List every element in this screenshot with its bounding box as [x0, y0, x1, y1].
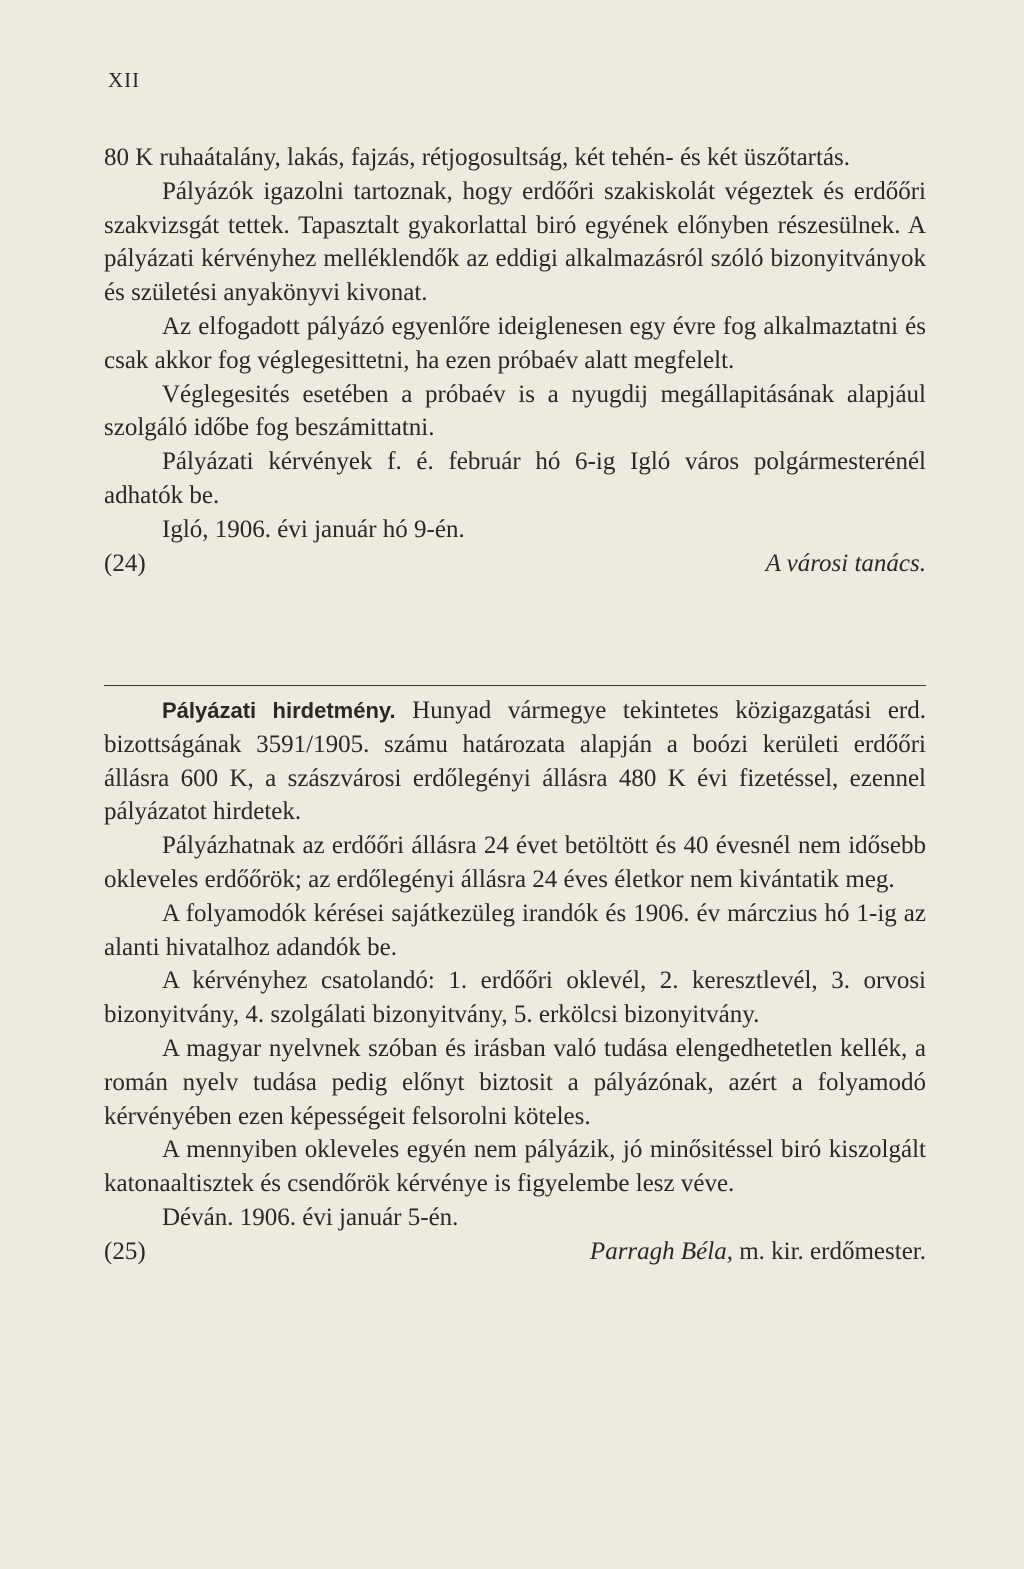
paragraph: A folyamodók kérései sajátkezüleg irandók és 1906. év márczius hó 1-ig az alanti hivatalhoz adandók be.	[104, 899, 926, 961]
announcement-25	[104, 694, 926, 1269]
signature: A városi tanács.	[765, 549, 926, 577]
paragraph: Pályázati kérvények f. é. február hó 6-ig Igló város polgármesterénél adhatók be.	[104, 448, 926, 509]
paragraph: Az elfogadott pályázó egyenlőre ideiglenesen egy évre fog alkalmaztatni és csak akkor fog véglegesittetni, ha ezen próbaév alatt megfelelt.	[104, 312, 926, 374]
paragraph: Pályázók igazolni tartoznak, hogy erdőőri szakiskolát végeztek és erdőőri szakvizsgát tettek. Tapasztalt gyakorlattal biró egyének előnyben részesülnek. A pályázati kérvényhez melléklendők az eddigi alkalmazásról szóló bizonyitványok és születési anyakönyvi kivonat.	[104, 177, 926, 307]
page-number: XII	[108, 68, 141, 92]
signature-line	[104, 547, 926, 581]
paragraph: A magyar nyelvnek szóban és irásban való tudása elengedhetetlen kellék, a román nyelv tudása pedig előnyt biztosit a pályázónak, azért a folyamodó kérvényében ezen képességeit felsorolni köteles.	[104, 1034, 926, 1130]
announcement-heading: Pályázati hirdetmény.	[162, 698, 396, 723]
paragraph: Véglegesités esetében a próbaév is a nyugdij megállapitásának alapjául szolgáló időbe fog beszámittatni.	[104, 380, 926, 442]
signature: Parragh Béla, m. kir. erdőmester.	[589, 1237, 926, 1265]
signature-line	[104, 1235, 926, 1269]
announcement-24	[104, 141, 926, 580]
paragraph: Pályázati hirdetmény. Hunyad vármegye tekintetes közigazgatási erd. bizottságának 3591/1905. számu határozata alapján a boózi kerületi erdőőri állásra 600 K, a szászvárosi erdőlegényi állásra 480 K évi fizetéssel, ezennel pályázatot hirdetek.	[104, 697, 927, 826]
announcement-number: (24)	[104, 549, 146, 577]
date-line: Déván. 1906. évi január 5-én.	[162, 1203, 459, 1231]
paragraph: 80 K ruhaátalány, lakás, fajzás, rétjogosultság, két tehén- és két üszőtartás.	[104, 144, 851, 171]
section-divider	[104, 685, 926, 686]
paragraph: A kérvényhez csatolandó: 1. erdőőri oklevél, 2. keresztlevél, 3. orvosi bizonyitvány, 4. szolgálati bizonyitvány, 5. erkölcsi bizonyitvány.	[104, 967, 926, 1029]
announcement-number: (25)	[104, 1237, 146, 1265]
paragraph: Pályázhatnak az erdőőri állásra 24 évet betöltött és 40 évesnél nem idősebb okleveles erdőőrök; az erdőlegényi állásra 24 éves életkor nem kivántatik meg.	[104, 832, 926, 893]
date-line: Igló, 1906. évi január hó 9-én.	[162, 515, 465, 543]
paragraph: A mennyiben okleveles egyén nem pályázik, jó minősitéssel biró kiszolgált katonaaltisztek és csendőrök kérvénye is figyelembe lesz véve.	[104, 1136, 926, 1198]
